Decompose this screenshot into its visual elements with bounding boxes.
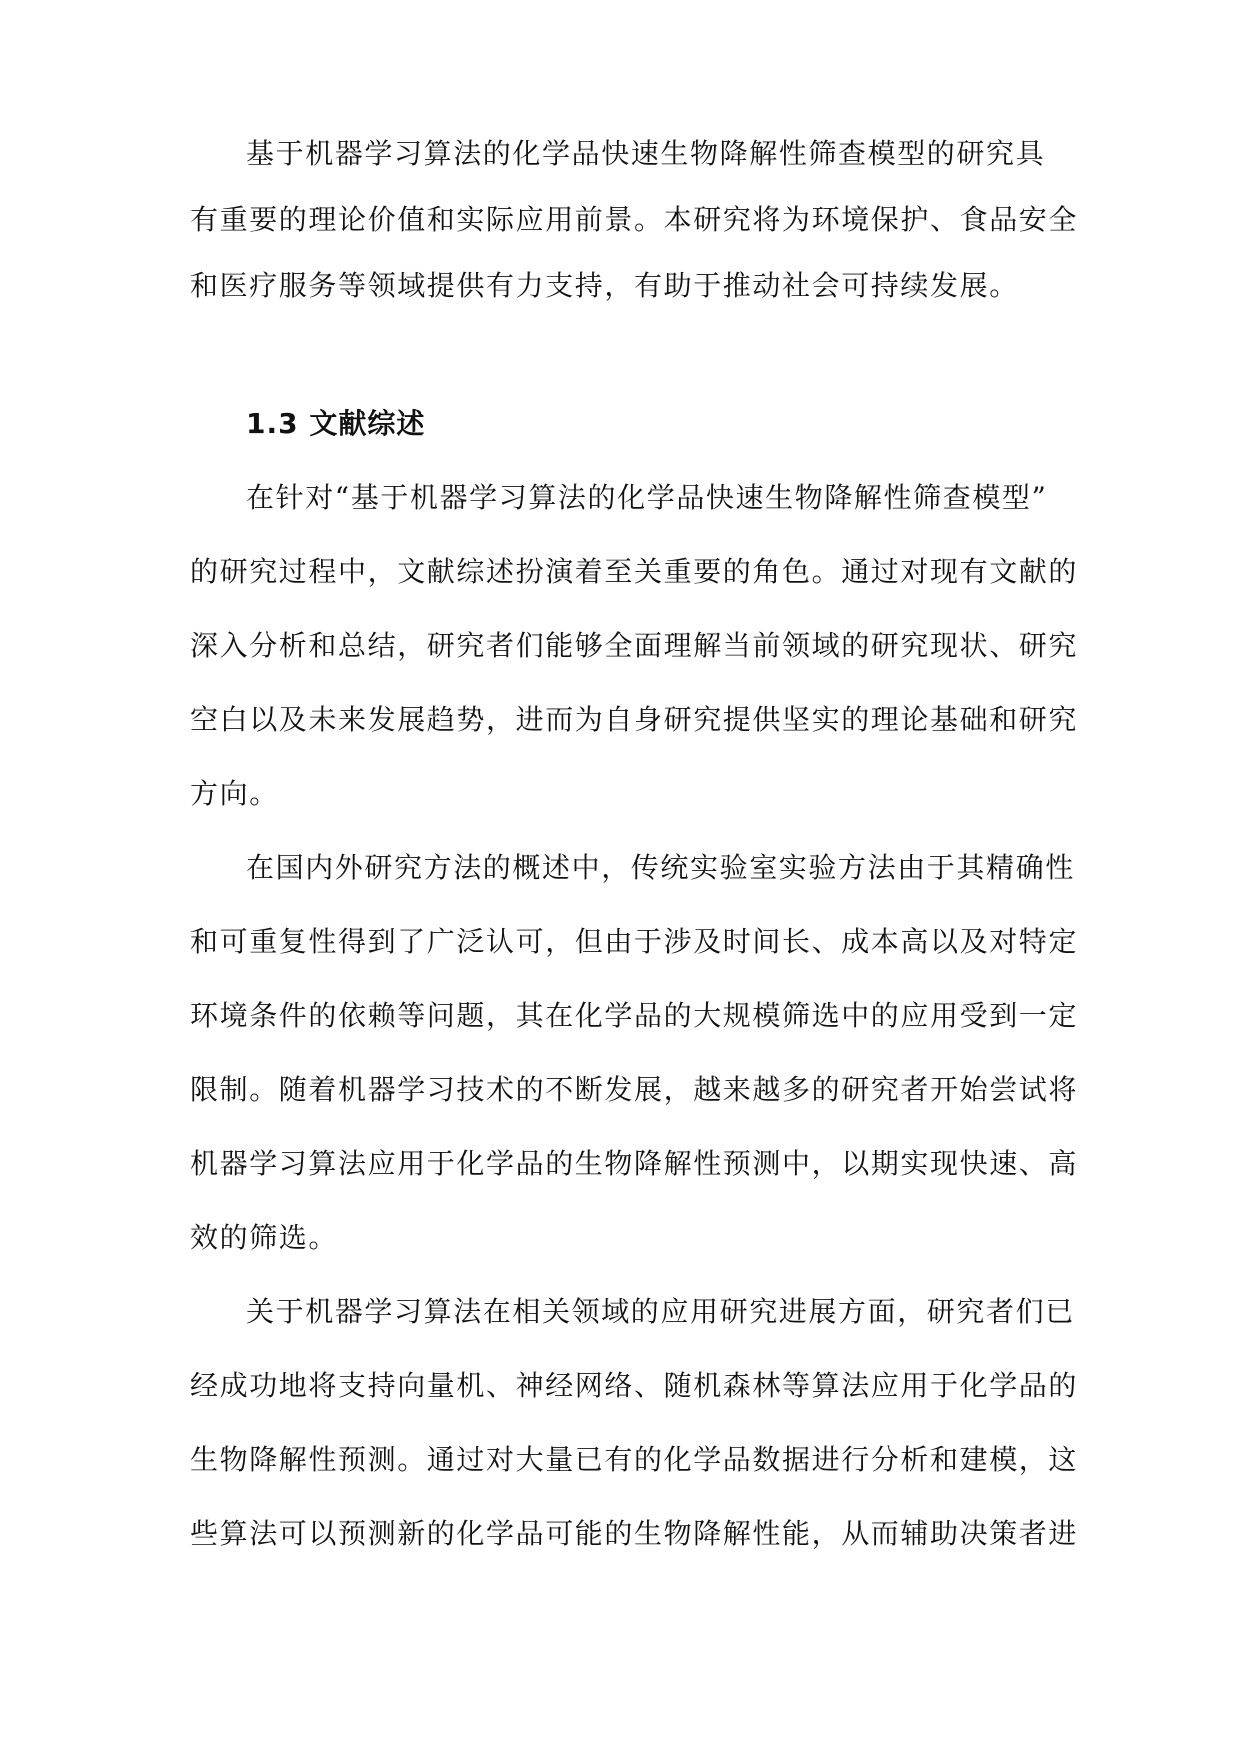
intro-line-3: 和医疗服务等领域提供有力支持，有助于推动社会可持续发展。	[190, 269, 1019, 302]
p2-line-3: 环境条件的依赖等问题，其在化学品的大规模筛选中的应用受到一定	[190, 999, 1079, 1032]
p3-line-1: 关于机器学习算法在相关领域的应用研究进展方面，研究者们已	[246, 1295, 1075, 1328]
p1-line-4: 空白以及未来发展趋势，进而为自身研究提供坚实的理论基础和研究	[190, 703, 1079, 736]
p2-line-1: 在国内外研究方法的概述中，传统实验室实验方法由于其精确性	[246, 851, 1075, 884]
p3-line-2: 经成功地将支持向量机、神经网络、随机森林等算法应用于化学品的	[190, 1369, 1079, 1402]
intro-line-2: 有重要的理论价值和实际应用前景。本研究将为环境保护、食品安全	[190, 203, 1079, 236]
p3-line-3: 生物降解性预测。通过对大量已有的化学品数据进行分析和建模，这	[190, 1443, 1079, 1476]
p1-line-3: 深入分析和总结，研究者们能够全面理解当前领域的研究现状、研究	[190, 629, 1079, 662]
section-heading: 1.3 文献综述	[246, 407, 426, 440]
p2-line-6: 效的筛选。	[190, 1221, 339, 1254]
p1-line-5: 方向。	[190, 777, 279, 810]
intro-line-1: 基于机器学习算法的化学品快速生物降解性筛查模型的研究具	[246, 137, 1046, 170]
p2-line-4: 限制。随着机器学习技术的不断发展，越来越多的研究者开始尝试将	[190, 1073, 1079, 1106]
p1-line-1: 在针对“基于机器学习算法的化学品快速生物降解性筛查模型”	[246, 481, 1048, 514]
p2-line-5: 机器学习算法应用于化学品的生物降解性预测中，以期实现快速、高	[190, 1147, 1079, 1180]
p2-line-2: 和可重复性得到了广泛认可，但由于涉及时间长、成本高以及对特定	[190, 925, 1079, 958]
p1-line-2: 的研究过程中，文献综述扮演着至关重要的角色。通过对现有文献的	[190, 555, 1079, 588]
p3-line-4: 些算法可以预测新的化学品可能的生物降解性能，从而辅助决策者进	[190, 1517, 1079, 1550]
